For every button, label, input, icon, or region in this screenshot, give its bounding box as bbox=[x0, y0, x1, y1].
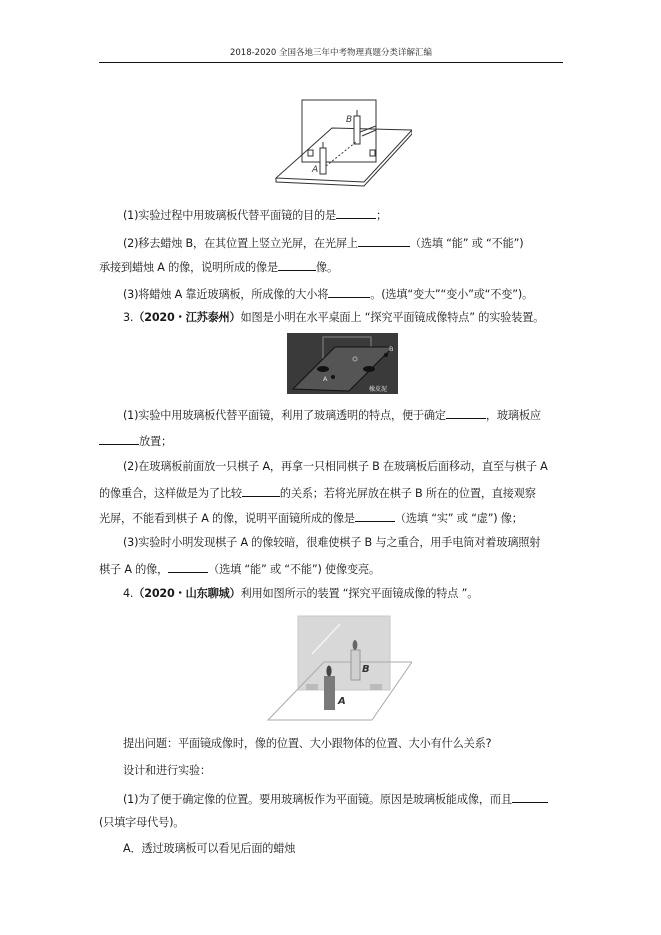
q4-number: 4. bbox=[123, 587, 134, 600]
figure-candles-glass bbox=[262, 614, 412, 724]
figure-glass-plate-candles bbox=[272, 90, 412, 192]
label-b: B bbox=[362, 664, 370, 675]
q4-ask bbox=[123, 737, 593, 751]
header-divider bbox=[99, 62, 563, 63]
clay-left bbox=[317, 366, 329, 372]
q3-p1-after: ，玻璃板应 bbox=[485, 409, 541, 422]
q3-part3-line2 bbox=[99, 561, 569, 577]
plate-support-left bbox=[308, 150, 313, 156]
q2-p2l2-after: 像。 bbox=[315, 261, 338, 274]
q2-p2l2-text: 承接到蜡烛 A 的像，说明所成的像是 bbox=[99, 261, 278, 274]
candle-b bbox=[354, 116, 360, 144]
page-header: 2018-2020 全国各地三年中考物理真题分类详解汇编 bbox=[229, 48, 433, 58]
plate-support-right bbox=[370, 150, 375, 156]
chess-piece-a bbox=[331, 375, 335, 379]
q2-p1-text: (1)实验过程中用玻璃板代替平面镜的目的是 bbox=[123, 209, 337, 222]
q3-part2-line1 bbox=[123, 460, 593, 474]
label-b: B bbox=[346, 115, 353, 125]
answer-blank[interactable] bbox=[336, 207, 376, 219]
q2-part3 bbox=[123, 286, 593, 302]
answer-blank[interactable] bbox=[99, 433, 139, 445]
q3-p3l2-text: 棋子 A 的像， bbox=[99, 563, 169, 576]
q3-part3-line1 bbox=[123, 536, 593, 550]
q3-source: （2020・江苏泰州） bbox=[133, 311, 241, 324]
q4-source: （2020・山东聊城） bbox=[133, 587, 241, 600]
clay-right bbox=[363, 366, 375, 372]
q2-part2-line1 bbox=[123, 235, 593, 251]
board-top bbox=[276, 128, 412, 182]
candle-a bbox=[324, 676, 335, 710]
q3-stem-text: 如图是小明在水平桌面上 “探究平面镜成像特点” 的实验装置。 bbox=[240, 311, 545, 324]
q3-part1-line2 bbox=[99, 433, 569, 449]
answer-blank[interactable] bbox=[168, 561, 208, 573]
q3-p2l2-after: 的关系；若将光屏放在棋子 B 所在的位置，直接观察 bbox=[279, 487, 536, 500]
q3-p2l3-after: （选填 “实” 或 “虚”) 像； bbox=[394, 512, 523, 525]
answer-blank[interactable] bbox=[512, 791, 548, 803]
answer-blank[interactable] bbox=[242, 485, 280, 497]
figure-chess-pieces bbox=[287, 333, 398, 394]
q4-ask-text: 提出问题：平面镜成像时，像的位置、大小跟物体的位置、大小有什么关系? bbox=[123, 737, 492, 750]
label-clay: 橡皮泥 bbox=[369, 386, 388, 393]
q3-p3l1-text: (3)实验时小明发现棋子 A 的像较暗，很难使棋子 B 与之重合，用手电筒对着玻璃照射 bbox=[123, 536, 541, 549]
q2-p2-after: （选填 “能” 或 “不能”) bbox=[409, 237, 524, 250]
q4-p1l2-text: (只填字母代号)。 bbox=[99, 816, 185, 829]
glass-plate bbox=[298, 616, 390, 690]
label-b: B bbox=[389, 345, 394, 353]
flame-a bbox=[326, 666, 331, 677]
q3-p1-text: (1)实验中用玻璃板代替平面镜，利用了玻璃透明的特点，便于确定 bbox=[123, 409, 446, 422]
plate-support-left bbox=[306, 684, 318, 690]
q3-part2-line3 bbox=[99, 510, 569, 526]
q2-part1 bbox=[123, 207, 593, 223]
plate-support-right bbox=[370, 684, 382, 690]
q4-option-a bbox=[123, 842, 593, 856]
label-a: A bbox=[312, 165, 319, 175]
q4-design bbox=[123, 764, 593, 778]
q2-p1-after: ； bbox=[376, 209, 388, 222]
answer-blank[interactable] bbox=[446, 407, 486, 419]
q4-part1-line1 bbox=[123, 791, 593, 807]
candle-a bbox=[320, 148, 326, 174]
q3-p1l2-after: 放置； bbox=[139, 435, 172, 448]
q3-p3l2-after: （选填 “能” 或 “不能”) 使像变亮。 bbox=[208, 563, 380, 576]
q2-p3-text: (3)将蜡烛 A 靠近玻璃板，所成像的大小将 bbox=[123, 288, 329, 301]
answer-blank[interactable] bbox=[355, 510, 395, 522]
answer-blank[interactable] bbox=[328, 286, 370, 298]
q4-stem bbox=[123, 587, 593, 601]
q3-part1-line1 bbox=[123, 407, 593, 423]
q2-p2-text: (2)移去蜡烛 B，在其位置上竖立光屏，在光屏上 bbox=[123, 237, 358, 250]
label-a: A bbox=[323, 375, 328, 383]
q3-p2l1-text: (2)在玻璃板前面放一只棋子 A，再拿一只相同棋子 B 在玻璃板后面移动，直至与棋子 A bbox=[123, 460, 548, 473]
q3-p2l3-text: 光屏，不能看到棋子 A 的像，说明平面镜所成的像是 bbox=[99, 512, 355, 525]
label-a: A bbox=[338, 696, 346, 707]
q2-p3-after: 。(选填“变大”“变小”或“不变”)。 bbox=[370, 288, 533, 301]
q3-p2l2-text: 的像重合，这样做是为了比较 bbox=[99, 487, 242, 500]
q4-option-a-text: A．透过玻璃板可以看见后面的蜡烛 bbox=[123, 842, 296, 855]
flame-b bbox=[353, 640, 358, 650]
chess-piece-b bbox=[384, 353, 388, 357]
q3-part2-line2 bbox=[99, 485, 569, 501]
q4-design-text: 设计和进行实验： bbox=[123, 764, 211, 777]
q3-stem bbox=[123, 311, 593, 325]
answer-blank[interactable] bbox=[358, 235, 410, 247]
board-edge bbox=[276, 130, 412, 186]
q2-part2-line2 bbox=[99, 259, 569, 275]
candle-b bbox=[351, 650, 360, 680]
q3-number: 3. bbox=[123, 311, 134, 324]
q4-part1-line2 bbox=[99, 816, 569, 830]
answer-blank[interactable] bbox=[278, 259, 316, 271]
q4-p1-text: (1)为了便于确定像的位置。要用玻璃板作为平面镜。原因是玻璃板能成像，而且 bbox=[123, 793, 512, 806]
hand-pointer bbox=[360, 126, 376, 136]
q4-stem-text: 利用如图所示的装置 “探究平面镜成像的特点 ”。 bbox=[240, 587, 479, 600]
